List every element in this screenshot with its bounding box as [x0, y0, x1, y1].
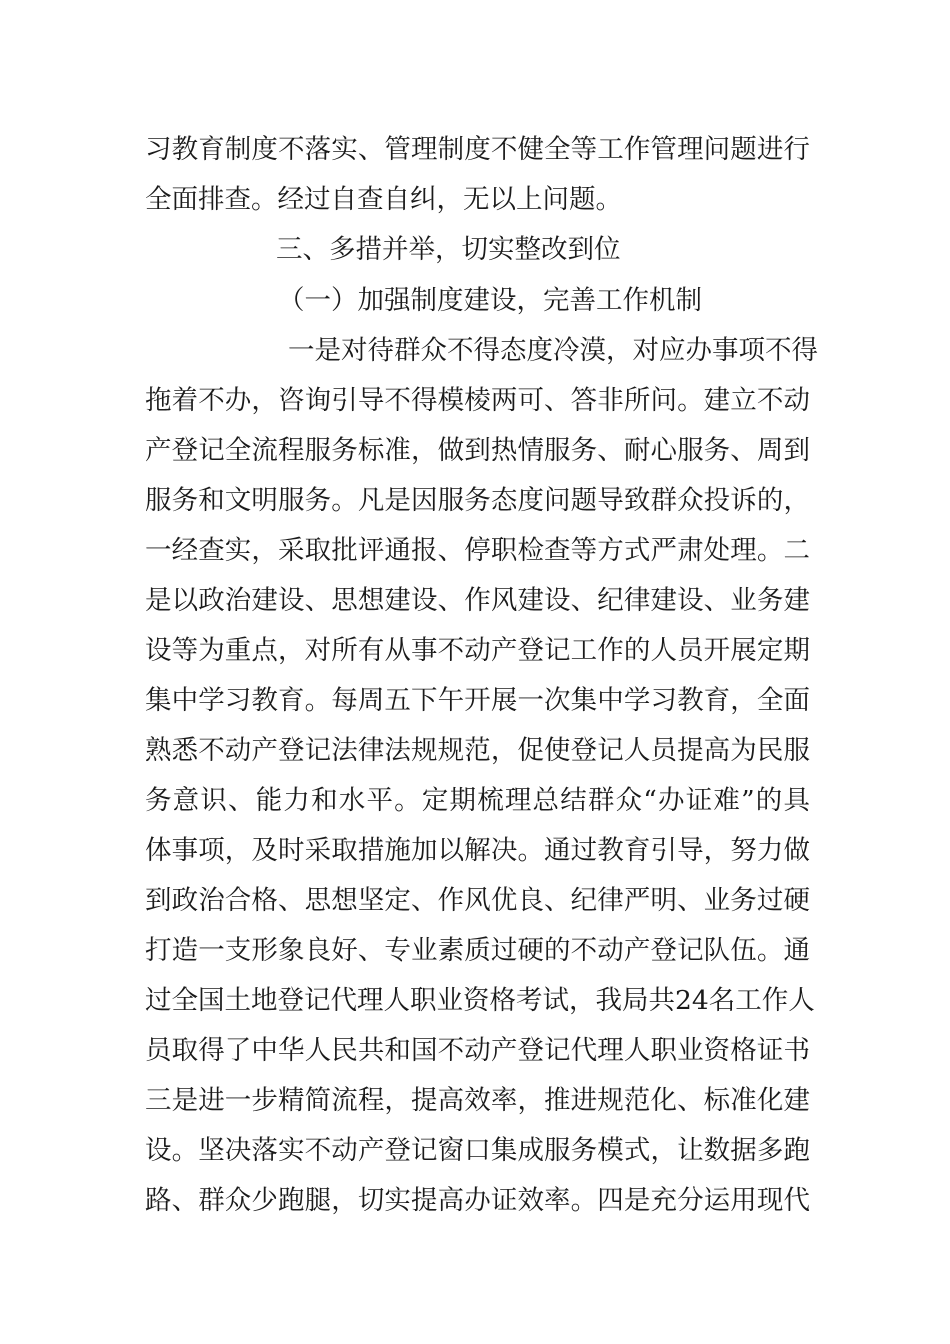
subsection-heading: （一）加强制度建设，完善工作机制 — [278, 285, 702, 316]
text-line: 打造一支形象良好、专业素质过硬的不动产登记队伍。通 — [145, 935, 810, 966]
text-line: 三是进一步精简流程，提高效率，推进规范化、标准化建 — [145, 1085, 810, 1116]
text-line: 员取得了中华人民共和国不动产登记代理人职业资格证书 — [145, 1035, 810, 1066]
text-line: 设。坚决落实不动产登记窗口集成服务模式，让数据多跑 — [145, 1135, 810, 1166]
section-heading: 三、多措并举，切实整改到位 — [276, 234, 621, 265]
text-line: 是以政治建设、思想建设、作风建设、纪律建设、业务建 — [145, 585, 810, 616]
text-line: 体事项，及时采取措施加以解决。通过教育引导，努力做 — [145, 835, 810, 866]
text-line: 路、群众少跑腿，切实提高办证效率。四是充分运用现代 — [145, 1185, 810, 1216]
text-line: 到政治合格、思想坚定、作风优良、纪律严明、业务过硬 — [145, 885, 810, 916]
text-line: 拖着不办，咨询引导不得模棱两可、答非所问。建立不动 — [145, 385, 810, 416]
text-line: 过全国土地登记代理人职业资格考试，我局共24名工作人 — [145, 985, 815, 1016]
text-line: 习教育制度不落实、管理制度不健全等工作管理问题进行 — [145, 134, 810, 165]
text-line: 设等为重点，对所有从事不动产登记工作的人员开展定期 — [145, 635, 810, 666]
text-line: 服务和文明服务。凡是因服务态度问题导致群众投诉的， — [145, 485, 810, 516]
text-line: 集中学习教育。每周五下午开展一次集中学习教育，全面 — [145, 685, 810, 716]
text-line: 熟悉不动产登记法律法规规范，促使登记人员提高为民服 — [145, 735, 810, 766]
text-line: 产登记全流程服务标准，做到热情服务、耐心服务、周到 — [145, 435, 810, 466]
text-line: 一是对待群众不得态度冷漠，对应办事项不得 — [288, 335, 818, 366]
text-line: 一经查实，采取批评通报、停职检查等方式严肃处理。二 — [145, 535, 810, 566]
text-line: 全面排查。经过自查自纠，无以上问题。 — [145, 184, 622, 215]
text-line: 务意识、能力和水平。定期梳理总结群众“办证难”的具 — [145, 785, 810, 816]
